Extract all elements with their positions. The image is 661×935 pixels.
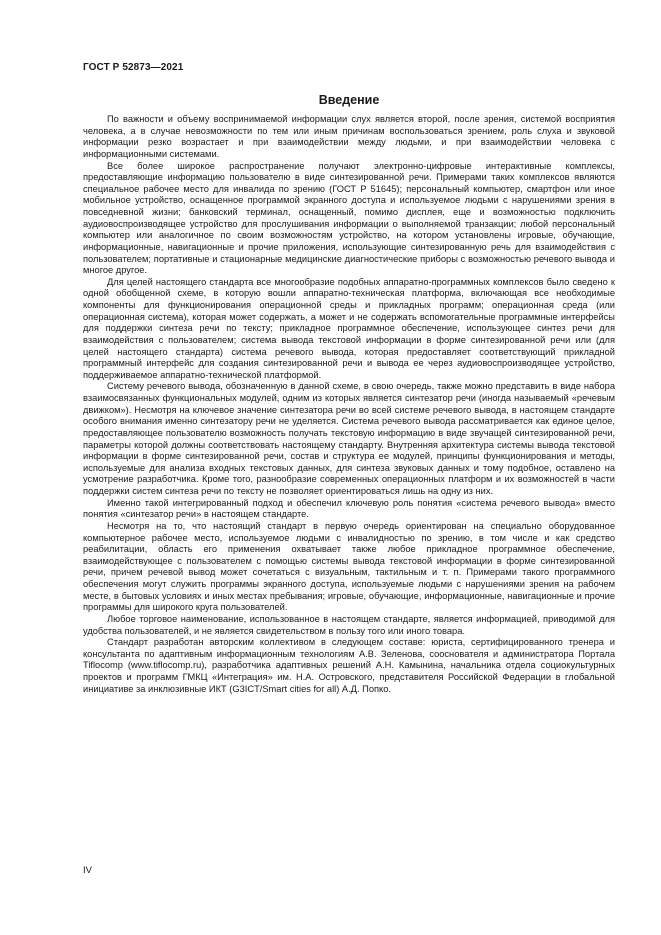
paragraph: Именно такой интегрированный подход и обеспечил ключевую роль понятия «система речевого вывода» вместо понятия «синтезатор речи» в настоящем стандарте. bbox=[83, 497, 615, 520]
paragraph: Несмотря на то, что настоящий стандарт в первую очередь ориентирован на специально оборудованное компьютерное рабочее место, используемое людьми с инвалидностью по зрению, в том числе и как средство реабилитации, область его применения охватывает также любое прикладное программное обеспечение, взаимодействующее с пользователем с помощью системы вывода текстовой информации в форме синтезированной речи, причем речевой вывод может сочетаться с визуальным, тактильным и т. п. Примерами такого программного обеспечения могут служить программы экранного доступа, используемые людьми с нарушениями зрения на рабочем месте, в бытовых условиях и иных местах пребывания; игровые, обучающие, информационные, навигационные и прочие программы для широкого круга пользователей. bbox=[83, 520, 615, 613]
body-text bbox=[83, 114, 615, 695]
page-number: IV bbox=[83, 865, 92, 876]
paragraph: Все более широкое распространение получают электронно-цифровые интерактивные комплексы, предоставляющие информацию пользователю в виде синтезированной речи. Примерами таких комплексов являются специальное рабочее место для инвалида по зрению (ГОСТ Р 51645); персональный компьютер, смартфон или иное мобильное устройство, оснащенное программой экранного доступа и используемое людьми с нарушениями зрения в повседневной жизни; банковский терминал, оснащенный, помимо дисплея, еще и возможностью подключить аудиовоспроизводящее устройство для прослушивания информации о выполняемой транзакции; любой персональный компьютер или аналогичное по своим возможностям устройство, на котором установлены игровые, обучающие, информационные, навигационные и прочие приложения, использующие синтезированную речь для взаимодействия с пользователем; портативные и стационарные медицинские диагностические приборы с возможностью речевого вывода и многое другое. bbox=[83, 160, 615, 276]
paragraph: По важности и объему воспринимаемой информации слух является второй, после зрения, системой восприятия человека, а в случае невозможности по тем или иным причинам воспользоваться зрением, роль слуха и звуковой информации резко возрастает и при взаимодействии между людьми, и при взаимодействии человека с информационными системами. bbox=[83, 114, 615, 159]
standard-header: ГОСТ Р 52873—2021 bbox=[83, 62, 184, 73]
section-title: Введение bbox=[318, 93, 380, 107]
paragraph: Любое торговое наименование, использованное в настоящем стандарте, является информацией, приводимой для удобства пользователей, и не является свидетельством в пользу того или иного товара. bbox=[83, 613, 615, 636]
paragraph: Стандарт разработан авторским коллективом в следующем составе: юриста, сертифицированного тренера и консультанта по адаптивным информационным технологиям А.В. Зеленова, сооснователя и администратора Портала Tiflocomp (www.tiflocomp.ru), разработчика адаптивных решений А.Н. Камынина, начальника отдела социокультурных проектов и программ ГМКЦ «Интеграция» им. Н.А. Островского, представителя Российской Федерации в глобальной инициативе за инклюзивные ИКТ (G3ICT/Smart cities for all) А.Д. Попко. bbox=[83, 637, 615, 694]
paragraph: Систему речевого вывода, обозначенную в данной схеме, в свою очередь, также можно представить в виде набора взаимосвязанных функциональных модулей, одним из которых является синтезатор речи (иногда называемый «речевым движком»). Несмотря на ключевое значение синтезатора речи во всей системе речевого вывода, в настоящем стандарте особого внимания именно синтезатору речи не уделяется. Система речевого вывода рассматривается как единое целое, предоставляющее пользователю возможность получать текстовую информацию в виде звучащей синтезированной речи, параметры которой должны соответствовать настоящему стандарту. Внутренняя архитектура системы вывода текстовой информации в форме синтезированной речи, состав и структура ее модулей, принципы функционирования и методы, используемые для анализа входных текстовых данных, для синтеза звуковых данных и тому подобное, оставлено на усмотрение разработчика. Кроме того, разнообразие современных операционных платформ и их возможностей в части поддержки систем синтеза речи по тексту не позволяет ориентироваться лишь на одну из них. bbox=[83, 381, 615, 496]
paragraph: Для целей настоящего стандарта все многообразие подобных аппаратно-программных комплексов было сведено к одной обобщенной схеме, в которую вошли аппаратно-техническая платформа, включающая все необходимые компоненты для функционирования операционной среды и прикладных программ; операционная среда (или операционная система), которая может содержать, а может и не содержать вспомогательные программные интерфейсы для поддержки синтеза речи по тексту; прикладное программное обеспечение, использующее синтез речи для взаимодействия с пользователем; система вывода текстовой информации в форме синтезированной речи или (для целей настоящего стандарта) система речевого вывода, которая предоставляет соответствующий прикладной программный интерфейс для создания синтезированной речи и вывода ее через аудиовоспроизводящее устройство, поддерживаемое аппаратно-технической платформой. bbox=[83, 276, 615, 380]
